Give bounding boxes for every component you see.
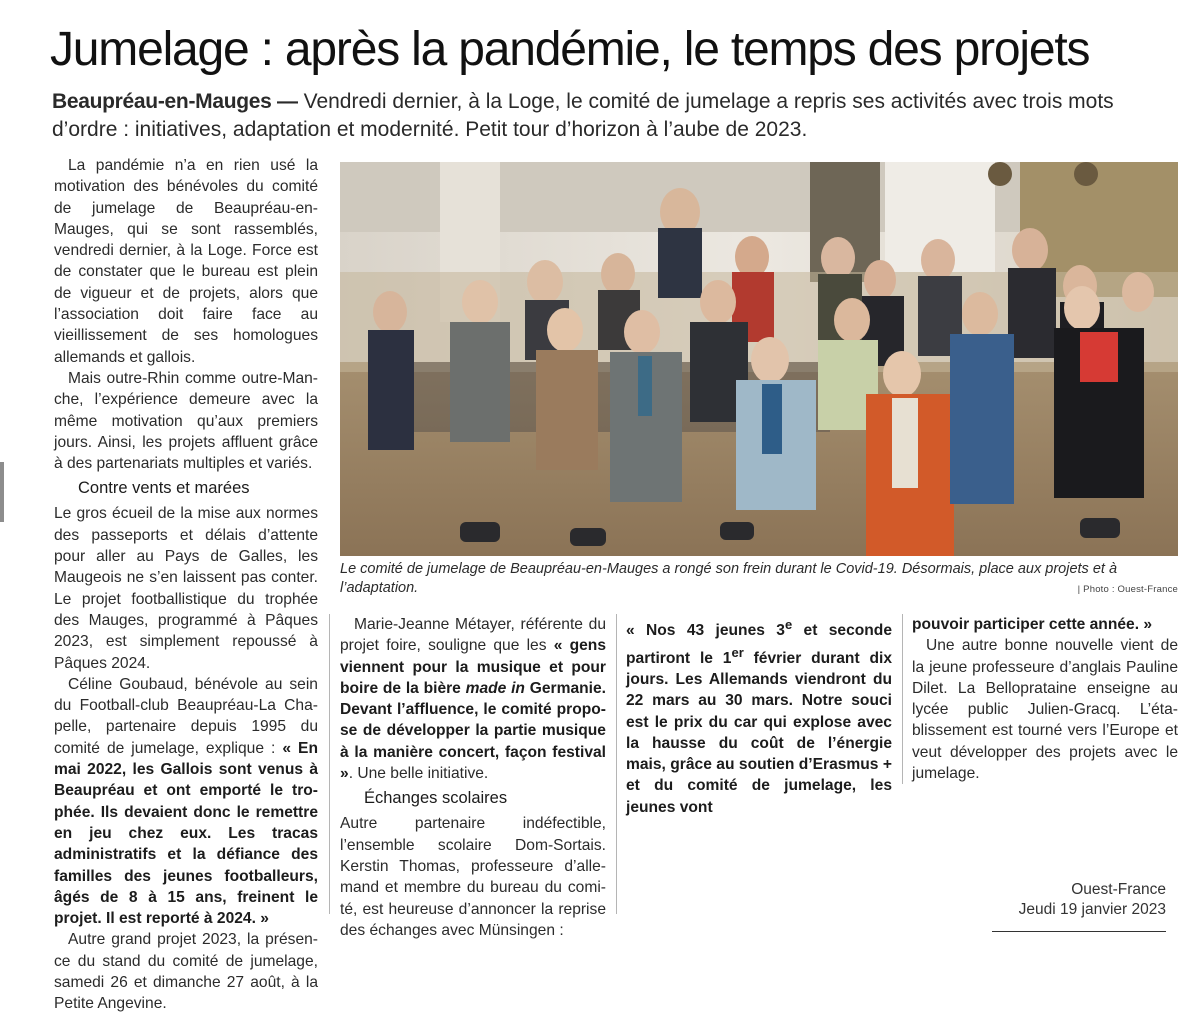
quote-part: et seconde partiront le 1 [626, 622, 892, 667]
quote-part: « Nos 43 jeunes 3 [626, 622, 785, 640]
paragraph [912, 614, 1178, 635]
paragraph: Le gros écueil de la mise aux normes des passeports et délais d’attente pour aller au Pays de Galles, les Maugeois ne s’en laissent pas conter. Le projet footballistique du trophée des Mauges, programmé à Pâques 2023, est simplement repoussé à Pâques 2024. [54, 505, 318, 672]
quote-text: « En mai 2022, les Gallois sont venus à Beaupréau et ont emporté le trophée. Ils devaient donc le remettre en jeu chez eux. Les tracas administratifs et la défiance des familles des jeunes footballeurs, âgés de 8 à 15 ans, freinent le projet. Il est reporté à 2024. » [54, 739, 318, 928]
source-rule [992, 931, 1166, 932]
paragraph: Autre grand projet 2023, la présence du stand du comité de jumelage, samedi 26 et dimanche 27 août, à la Petite Angevine. [54, 931, 318, 1013]
source-block [990, 880, 1166, 920]
quote-part: février durant dix jours. Les Allemands viendront du 22 mars au 30 mars. Notre souci est le prix du car qui explose avec la hausse du coût de l’énergie mais, grâce au soutien d’Erasmus + et du comité de jumelage, les jeunes vont [626, 649, 893, 816]
quote-part: Germanie. Devant l’affluence, le comité propose de développer la partie musique à la manière concert, façon festival » [340, 679, 606, 783]
lede-text: Vendredi dernier, à la Loge, le comité de jumelage a repris ses activités avec trois mots d’ordre : initiatives, adaptation et modernité. Petit tour d’horizon à l’aube de 2023. [52, 90, 1114, 141]
quote-text [626, 617, 893, 816]
superscript: e [784, 617, 793, 632]
source-name: Ouest-France [1071, 881, 1166, 898]
article-headline: Jumelage : après la pandémie, le temps des projets [50, 23, 1090, 76]
paragraph-text: . Une belle initiative. [348, 765, 489, 783]
subheading: Échanges scolaires [364, 789, 508, 808]
paragraph [340, 614, 606, 784]
paragraph: La pandémie n’a en rien usé la motivation des bénévoles du comité de jumelage de Beaupréau-en-Mauges, qui se sont rassemblés, vendredi dernier, à la Loge. Force est de constater que le bureau est plein de vigueur et de projets, alors que l’association doit faire face au vieillissement de ses homologues allemands et gallois. [54, 157, 318, 366]
quote-text: pouvoir participer cette année. » [912, 616, 1153, 633]
paragraph: Une autre bonne nouvelle vient de la jeune professeure d’anglais Pauline Dilet. La Belloprataine enseigne au lycée public Julien-Gracq. L’établissement est tourné vers l’Europe et veut développer des projets avec le jumelage. [912, 637, 1178, 783]
column-divider [329, 614, 330, 914]
quote-emphasis: made in [465, 679, 525, 697]
source-date: Jeudi 19 janvier 2023 [1018, 901, 1166, 918]
column-divider [616, 614, 617, 914]
paragraph [626, 614, 892, 818]
photo-caption: Le comité de jumelage de Beaupréau-en-Mauges a rongé son frein durant le Covid-19. Désormais, place aux projets et à l’adaptation. [340, 561, 1118, 596]
paragraph: Mais outre-Rhin comme outre-Manche, l’expérience demeure avec la même motivation qu’aux premiers jours. Ainsi, les projets affluent grâce à des partenariats multiples et variés. [54, 369, 318, 473]
subheading: Contre vents et marées [78, 479, 250, 498]
lede-place: Beaupréau-en-Mauges — [52, 90, 298, 113]
article-photo [340, 162, 1178, 556]
page-edge-tab [0, 462, 4, 522]
paragraph-text: Céline Goubaud, bénévole au sein du Football-club Beaupréau-La Chapelle, partenaire depuis 1995 du comité de jumelage, explique : [54, 675, 318, 757]
quote-part: « gens viennent pour la musique et pour boire de la bière [340, 637, 606, 697]
column-2 [340, 614, 606, 941]
quote-text [340, 637, 606, 782]
article-lede [52, 88, 1172, 144]
group-photo-illustration [340, 162, 1178, 556]
column-3 [626, 614, 892, 818]
paragraph-text: Marie-Jeanne Métayer, référente du projet foire, souligne que les [340, 616, 606, 655]
column-divider [902, 614, 903, 784]
superscript: er [731, 644, 744, 660]
column-4 [912, 614, 1178, 784]
paragraph [54, 674, 318, 930]
paragraph: Autre partenaire indéfectible, l’ensemble scolaire Dom-Sortais. Kerstin Thomas, professeure d’allemand et membre du bureau du comité, est heureuse d’annoncer la reprise des échanges avec Münsingen : [340, 815, 606, 939]
column-1 [54, 155, 318, 1015]
photo-credit: | Photo : Ouest-France [1077, 584, 1178, 595]
